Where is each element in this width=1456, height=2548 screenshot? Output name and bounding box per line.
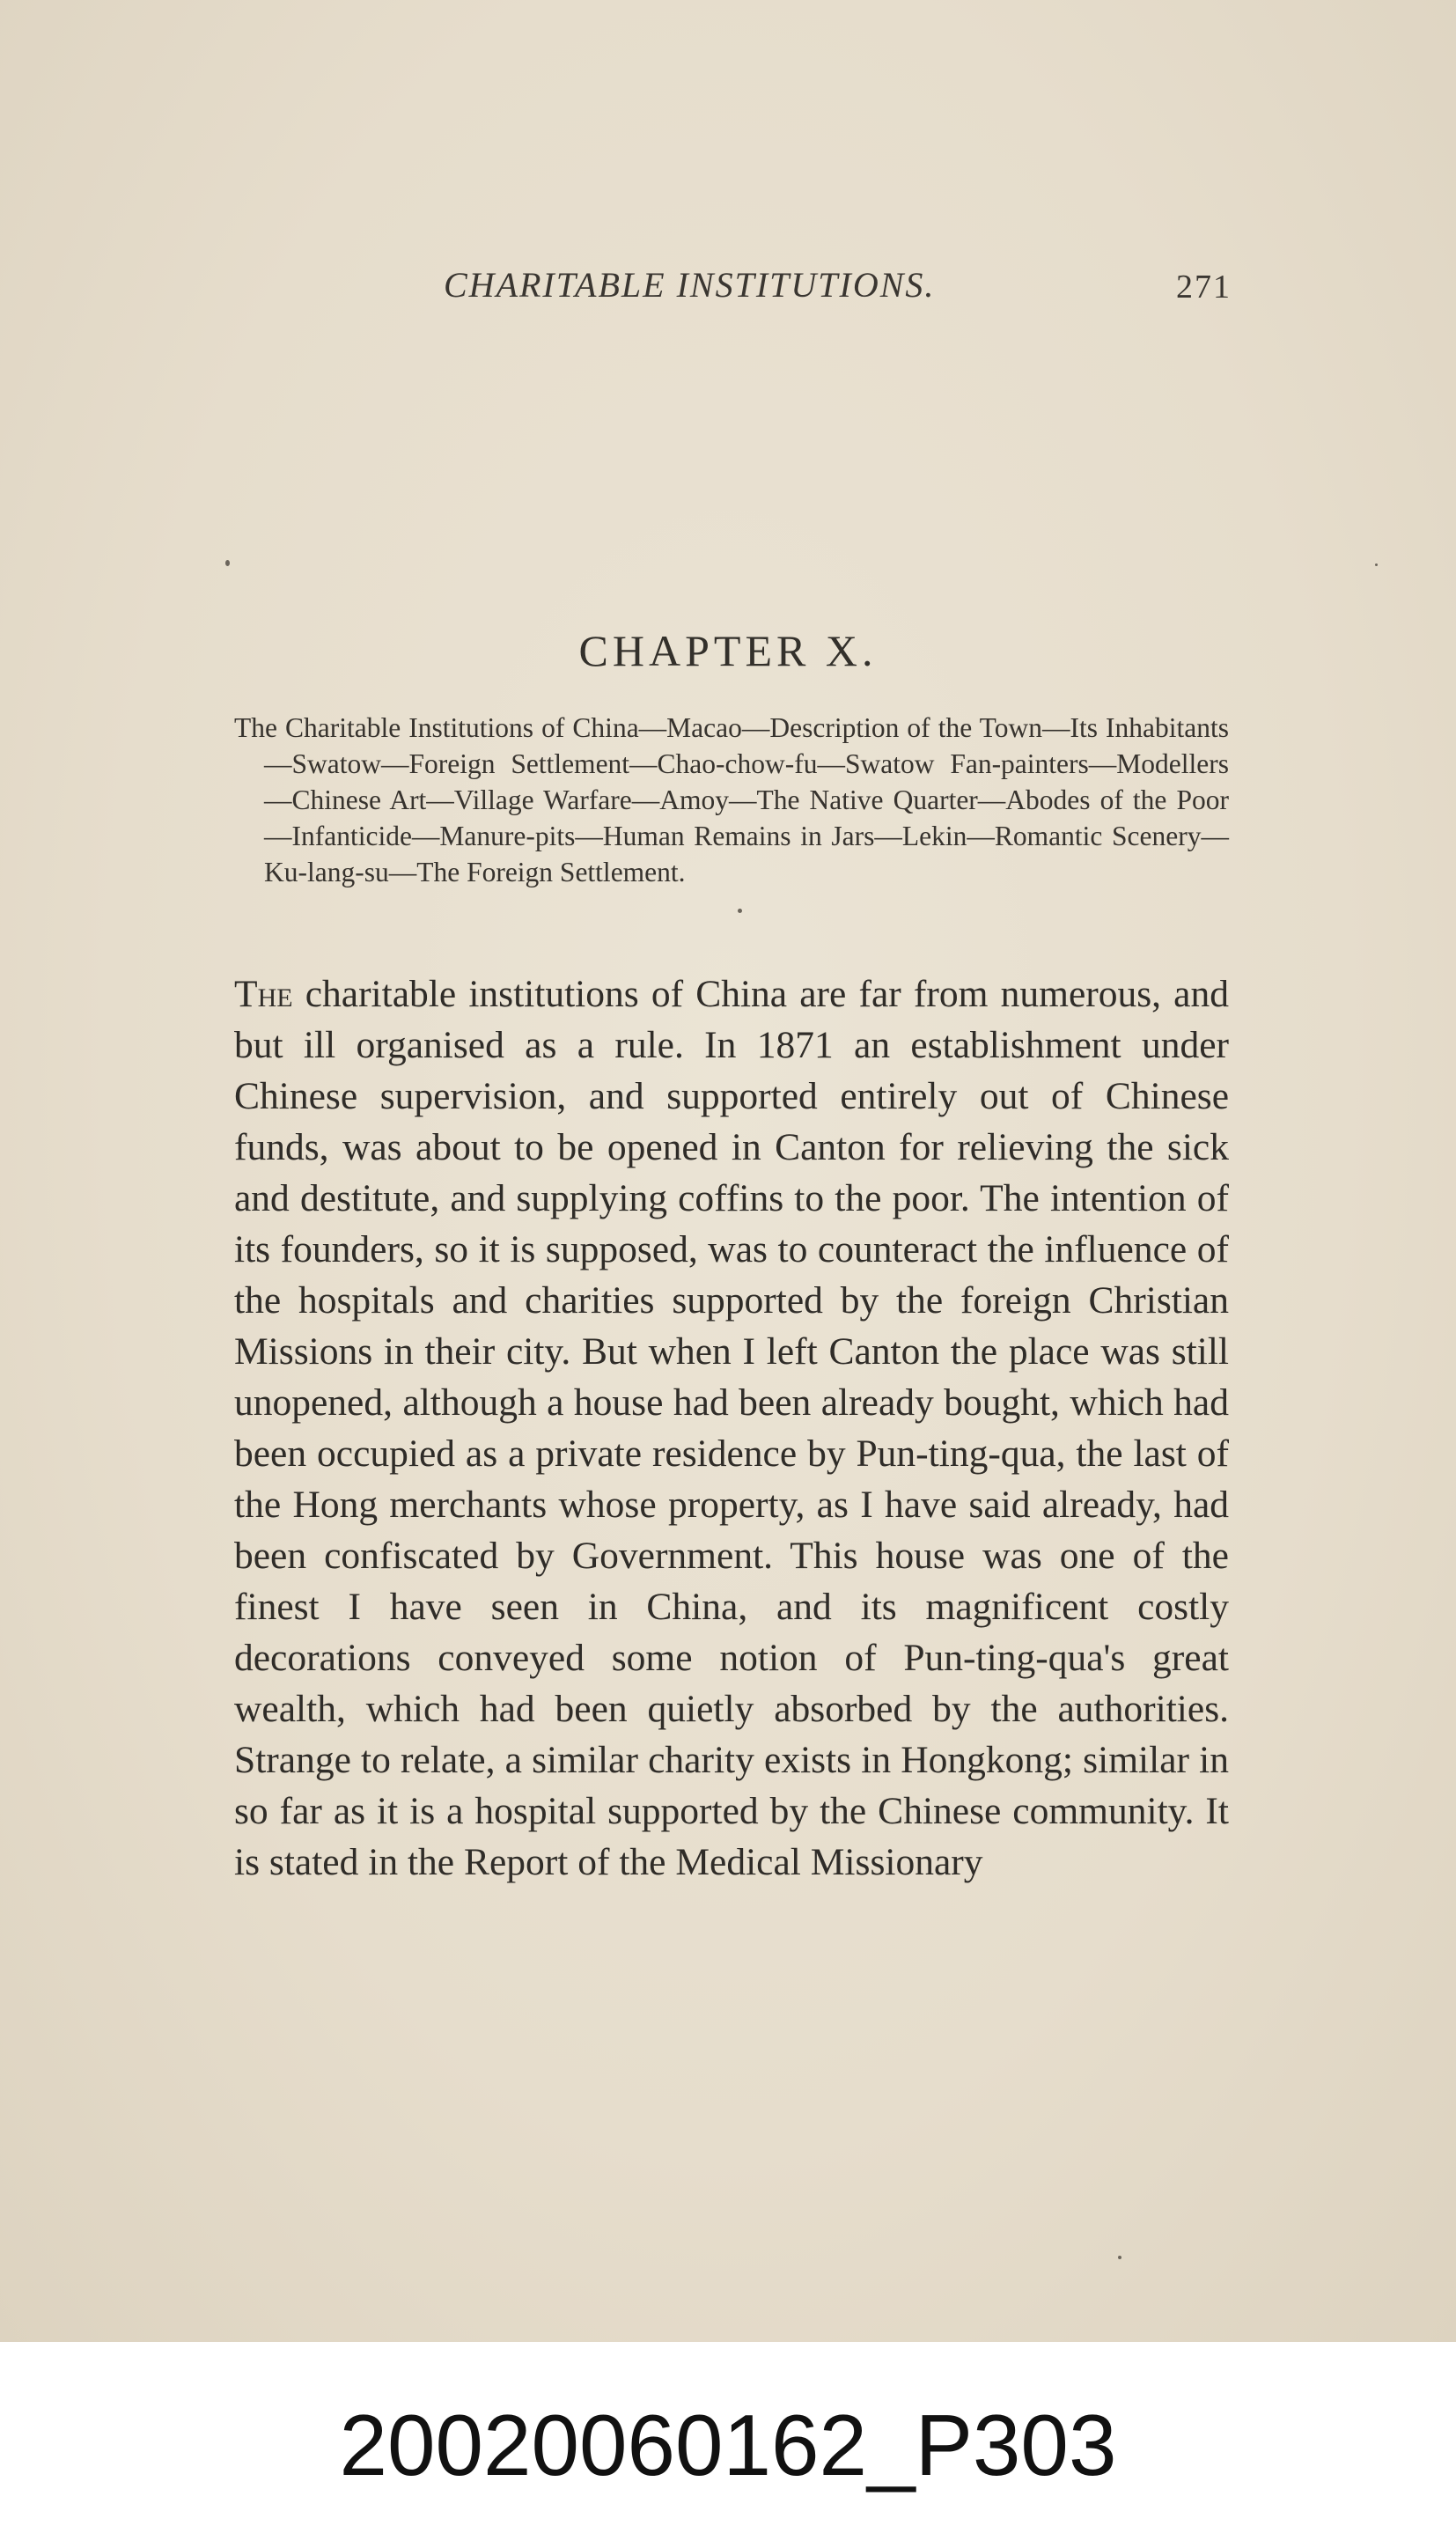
running-title: CHARITABLE INSTITUTIONS.: [444, 265, 936, 305]
plate-label: 20020060162_P303: [0, 2342, 1456, 2548]
paper-speck: [1118, 2256, 1121, 2259]
paper-speck: [738, 909, 742, 913]
paper-speck: [1375, 563, 1378, 566]
chapter-synopsis: The Charitable Institutions of China—Macao—Description of the Town—Its Inhabitants—Swatow—Foreign Settlement—Chao-chow-fu—Swatow Fan-painters—Modellers—Chinese Art—Village Warfare—Amoy—The Native Quarter—Abodes of the Poor—Infanticide—Manure-pits—Human Remains in Jars—Lekin—Romantic Scenery—Ku-lang-su—The Foreign Settlement.: [234, 712, 1229, 887]
paper-speck: [225, 560, 230, 566]
body-paragraph: [234, 968, 1229, 1888]
page-number: 271: [1176, 269, 1232, 306]
lead-word: The: [234, 973, 293, 1015]
running-head: [0, 264, 1456, 317]
chapter-heading: CHAPTER X.: [578, 626, 878, 675]
body-text: charitable institutions of China are far from numerous, and but ill organised as a rule. In 1871 an establishment under Chinese supervision, and supported entirely out of Chinese funds, was about to be opened in Canton for relieving the sick and destitute, and supplying coffins to the poor. The intention of its founders, so it is supposed, was to counteract the influence of the hospitals and charities supported by the foreign Christian Missions in their city. But when I left Canton the place was still unopened, although a house had been already bought, which had been occupied as a private residence by Pun-ting-qua, the last of the Hong merchants whose property, as I have said already, had been confiscated by Government. This house was one of the finest I have seen in China, and its magnificent costly decorations conveyed some notion of Pun-ting-qua's great wealth, which had been quietly absorbed by the authorities. Strange to relate, a similar charity exists in Hongkong; similar in so far as it is a hospital supported by the Chinese community. It is stated in the Report of the Medical Missionary: [234, 973, 1229, 1883]
